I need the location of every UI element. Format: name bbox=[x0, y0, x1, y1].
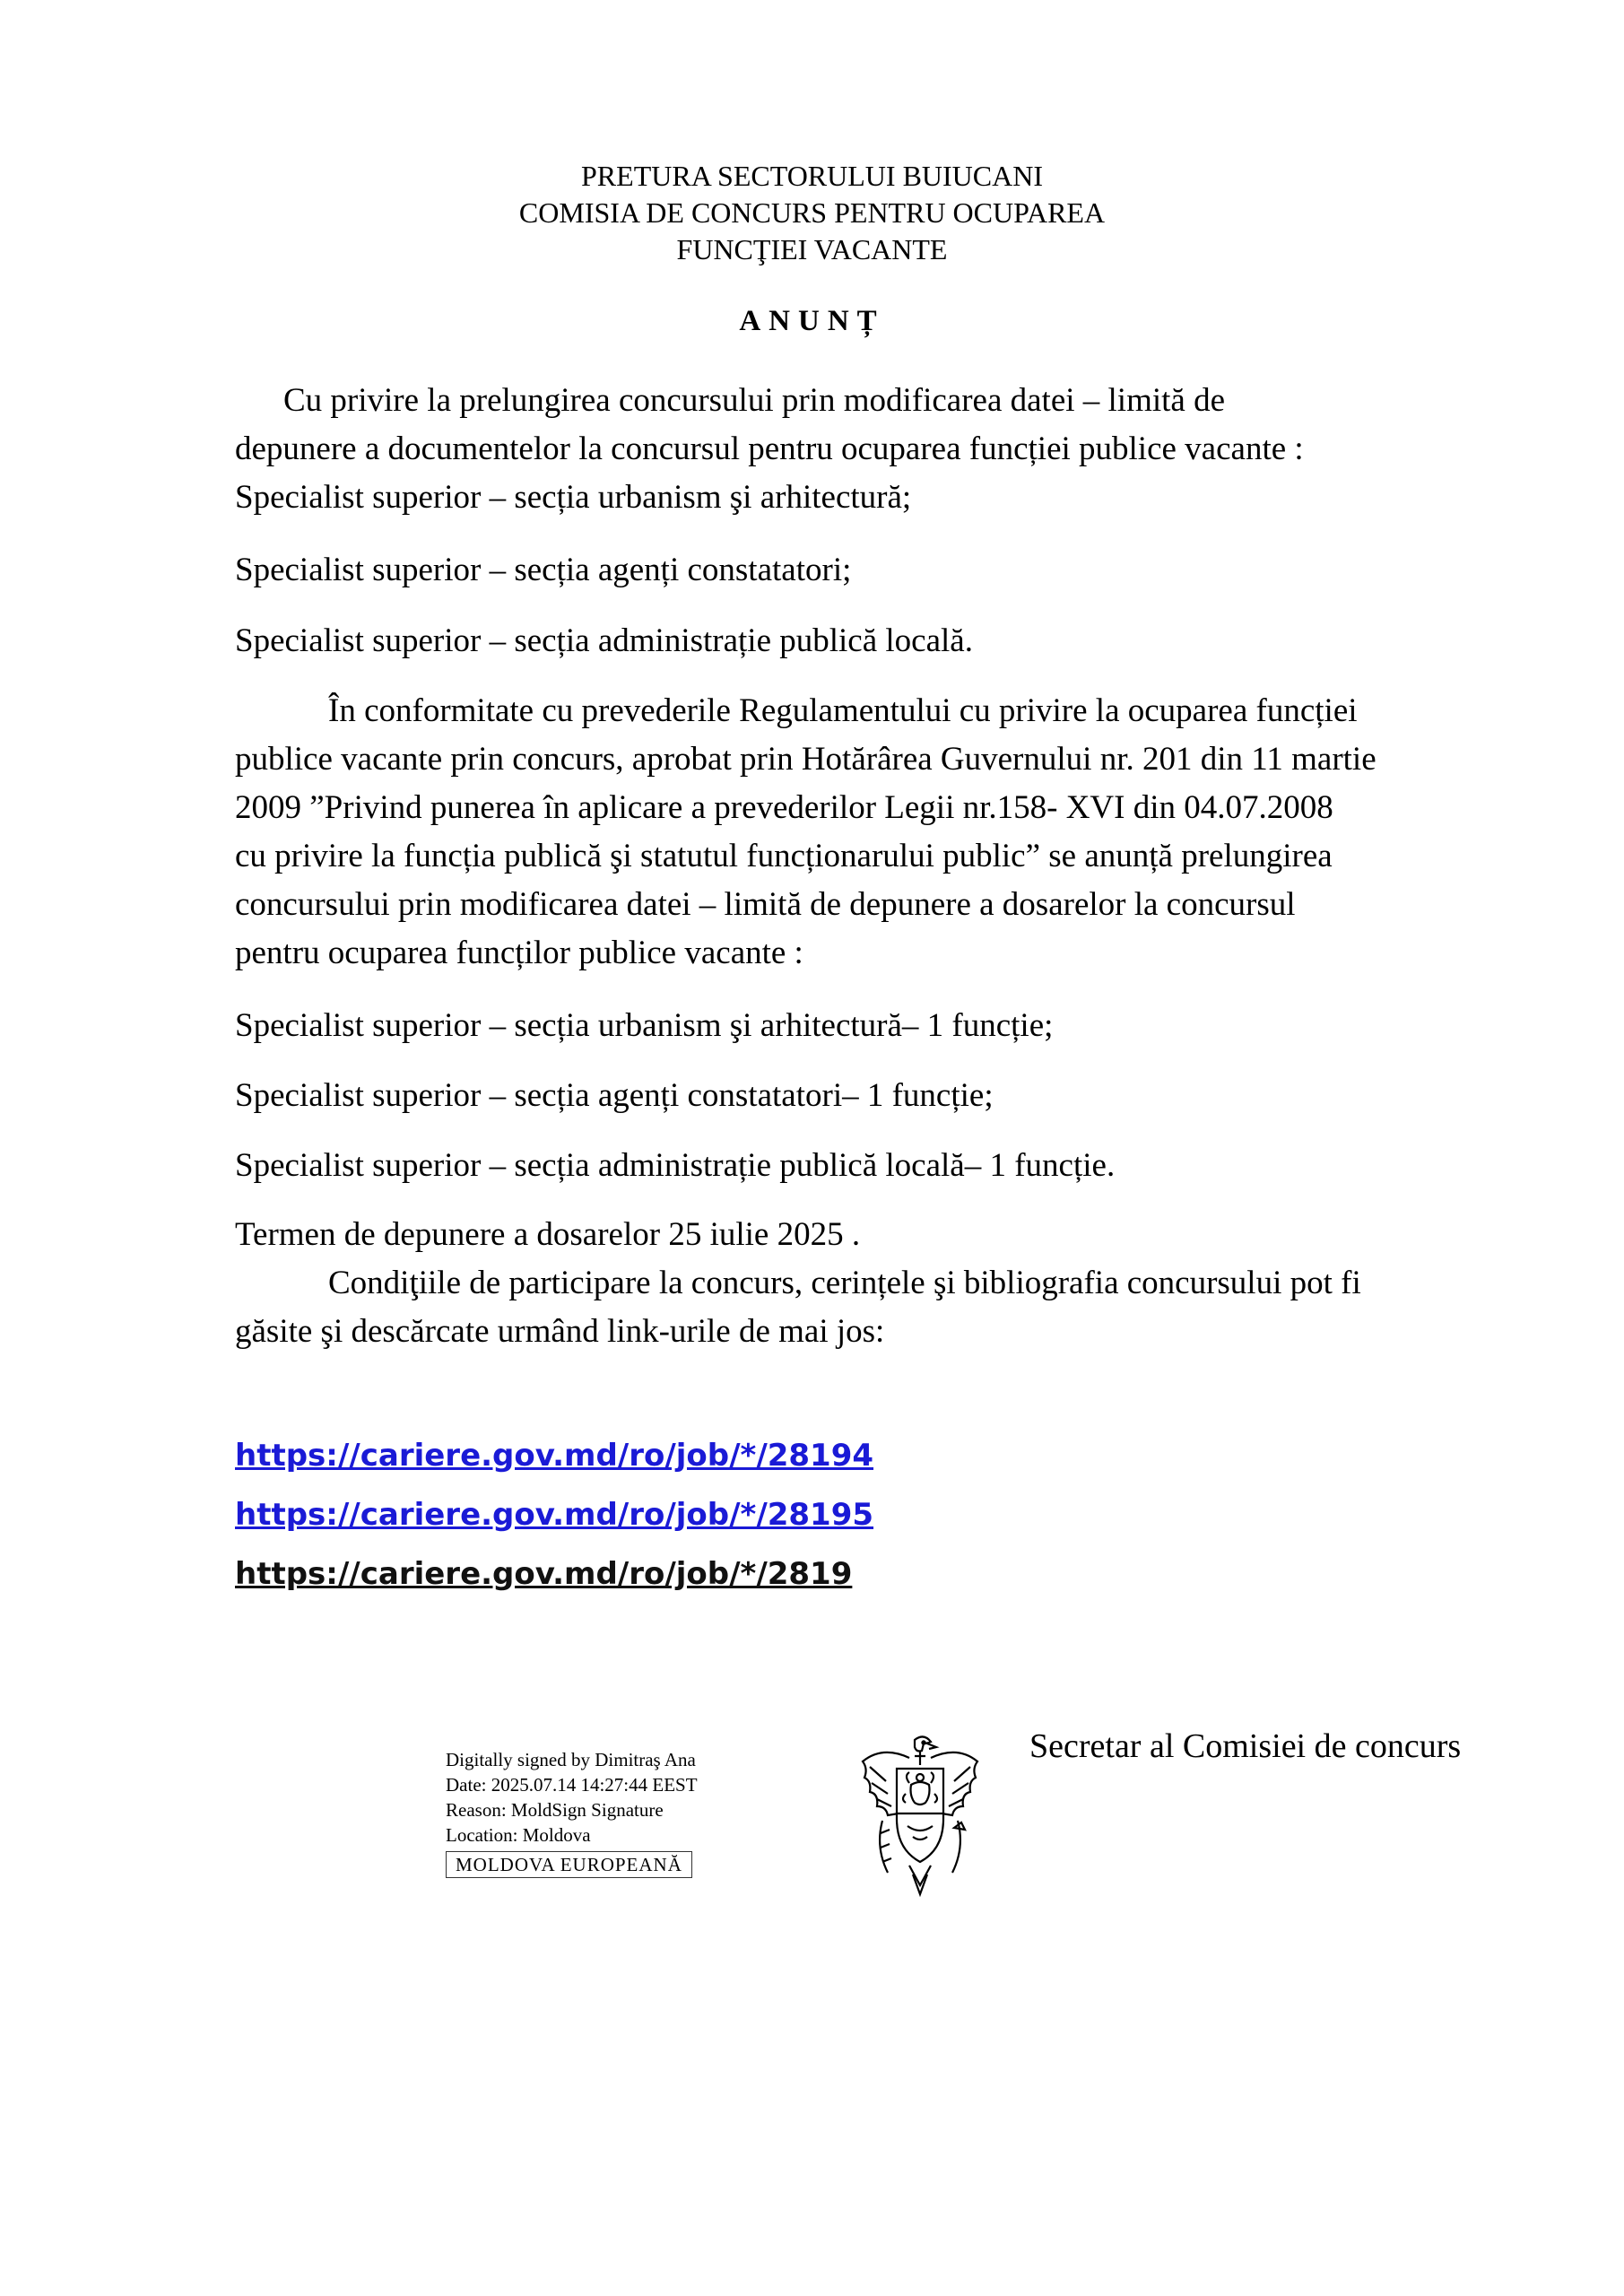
document-header bbox=[0, 158, 1624, 268]
moldova-coat-of-arms-icon bbox=[850, 1731, 990, 1907]
job-link-2819[interactable]: https://cariere.gov.md/ro/job/*/2819 bbox=[235, 1556, 853, 1592]
signature-badge: MOLDOVA EUROPEANĂ bbox=[446, 1851, 692, 1878]
body-line: concursului prin modificarea datei – limită de depunere a dosarelor la concursul bbox=[235, 886, 1296, 923]
conditions-paragraph bbox=[235, 1259, 1544, 1356]
header-function: FUNCŢIEI VACANTE bbox=[676, 233, 948, 265]
header-institution: PRETURA SECTORULUI BUIUCANI bbox=[581, 160, 1043, 192]
digital-signature-block bbox=[446, 1747, 698, 1878]
position-line: Specialist superior – secția agenți constatatori– 1 funcție; bbox=[235, 1077, 994, 1114]
job-link-28195[interactable]: https://cariere.gov.md/ro/job/*/28195 bbox=[235, 1497, 874, 1533]
signature-reason: Reason: MoldSign Signature bbox=[446, 1799, 664, 1821]
intro-line: Specialist superior – secția urbanism şi arhitectură; bbox=[235, 479, 912, 516]
position-line: Specialist superior – secția administrație publică locală. bbox=[235, 622, 973, 659]
intro-paragraph bbox=[235, 377, 1544, 522]
secretary-title: Secretar al Comisiei de concurs bbox=[1029, 1727, 1462, 1765]
body-line: publice vacante prin concurs, aprobat prin Hotărârea Guvernului nr. 201 din 11 martie bbox=[235, 741, 1376, 778]
document-title: ANUNȚ bbox=[739, 305, 885, 337]
signature-date: Date: 2025.07.14 14:27:44 EEST bbox=[446, 1774, 698, 1796]
conditions-line: Condiţiile de participare la concurs, cerințele şi bibliografia concursului pot fi bbox=[328, 1265, 1361, 1301]
body-paragraph bbox=[235, 687, 1544, 978]
intro-line: depunere a documentelor la concursul pentru ocuparea funcției publice vacante : bbox=[235, 430, 1304, 467]
position-line: Specialist superior – secția agenți constatatori; bbox=[235, 552, 852, 588]
body-line: 2009 ”Privind punerea în aplicare a prevederilor Legii nr.158- XVI din 04.07.2008 bbox=[235, 789, 1333, 826]
body-line: pentru ocuparea funcților publice vacante : bbox=[235, 935, 803, 971]
position-line: Specialist superior – secția urbanism şi arhitectură– 1 funcție; bbox=[235, 1007, 1054, 1044]
job-link-28194[interactable]: https://cariere.gov.md/ro/job/*/28194 bbox=[235, 1438, 874, 1474]
signature-signer: Digitally signed by Dimitraş Ana bbox=[446, 1749, 696, 1770]
deadline-text: Termen de depunere a dosarelor 25 iulie 2025 . bbox=[235, 1216, 861, 1253]
conditions-line: găsite şi descărcate urmând link-urile de mai jos: bbox=[235, 1313, 885, 1350]
intro-line: Cu privire la prelungirea concursului prin modificarea datei – limită de bbox=[283, 382, 1226, 419]
signature-location: Location: Moldova bbox=[446, 1824, 591, 1846]
body-line: cu privire la funcția publică şi statutul funcționarului public” se anunță prelungirea bbox=[235, 838, 1333, 874]
job-links bbox=[235, 1426, 873, 1604]
header-commission: COMISIA DE CONCURS PENTRU OCUPAREA bbox=[518, 196, 1106, 229]
body-line: În conformitate cu prevederile Regulamentului cu privire la ocuparea funcției bbox=[328, 692, 1358, 729]
position-line: Specialist superior – secția administrație publică locală– 1 funcție. bbox=[235, 1147, 1116, 1184]
